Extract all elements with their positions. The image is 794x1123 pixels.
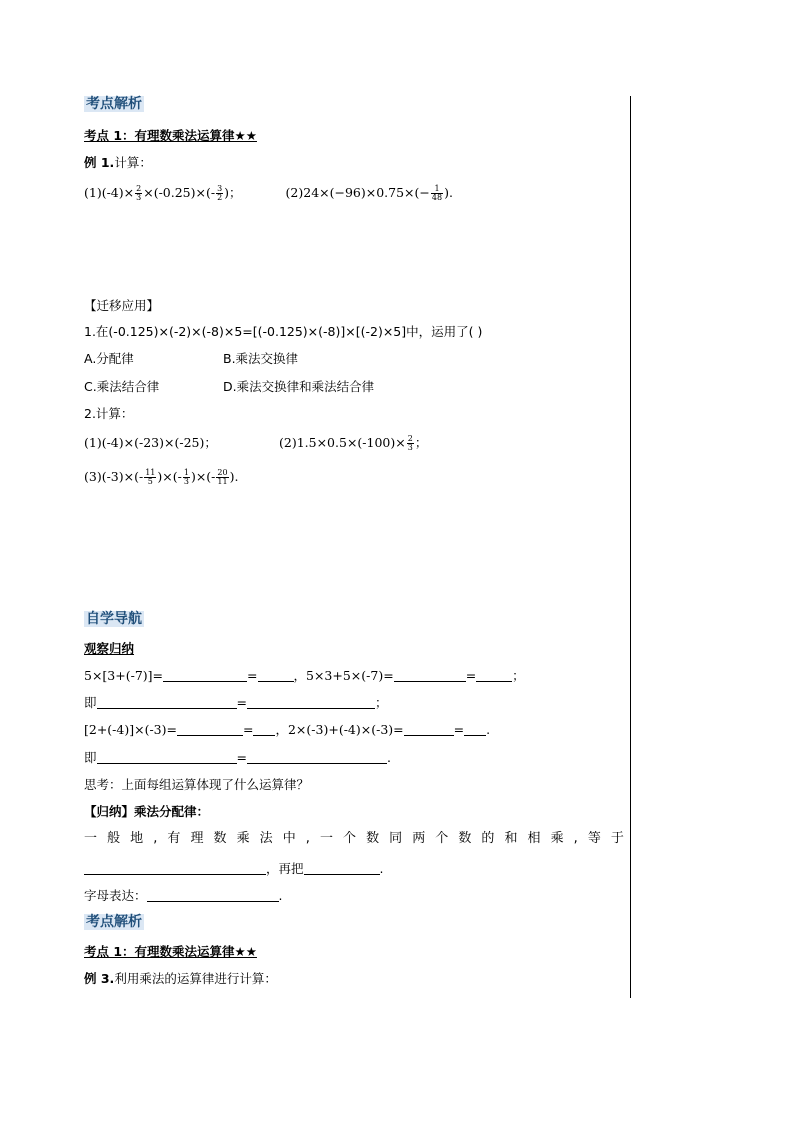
expr-part: ，2×(-3)+(-4)×(-3)= [275, 722, 404, 737]
fraction-denominator: 3 [407, 443, 413, 452]
expr-part: )； [224, 185, 242, 200]
fraction-denominator: 5 [147, 477, 153, 486]
question-2: 2.计算： [84, 406, 134, 421]
rule-char: 和 [504, 831, 518, 846]
letter-expression [84, 887, 283, 905]
rule-continuation [84, 860, 384, 878]
fill-row-2 [84, 694, 388, 712]
section-title-zixue [84, 610, 144, 628]
expr-part: = [236, 695, 247, 710]
rule-char: 理 [190, 831, 204, 846]
section-title-text: 考点解析 [86, 914, 142, 930]
expr-part: . [379, 861, 384, 876]
transfer-heading: 【迁移应用】 [84, 298, 160, 313]
answer-blank[interactable] [394, 668, 466, 682]
expr-part: = [465, 668, 477, 683]
answer-blank[interactable] [247, 695, 375, 709]
example-1-heading [84, 154, 152, 172]
expr-part: 5×[3+(-7)]= [84, 668, 164, 683]
rule-char: 法 [259, 831, 273, 846]
rule-char: 乘 [236, 831, 250, 846]
fraction [135, 185, 142, 202]
fraction [431, 185, 443, 202]
example-label: 例 1. [84, 155, 115, 170]
expr-part: ； [414, 435, 428, 450]
expr-part: = [453, 722, 465, 737]
rule-char: 的 [481, 831, 495, 846]
fraction-denominator: 3 [136, 193, 142, 202]
rule-char: 有 [167, 831, 181, 846]
expr-part: = [243, 722, 254, 737]
rule-char: 般 [107, 831, 121, 846]
option-c: C.乘法结合律 [84, 379, 160, 394]
fraction [183, 469, 190, 486]
answer-blank[interactable] [177, 722, 243, 736]
answer-blank[interactable] [97, 750, 237, 764]
answer-blank[interactable] [97, 695, 237, 709]
kaodian-heading-1: 考点 1：有理数乘法运算律★★ [84, 128, 257, 143]
rule-char: 等 [587, 831, 601, 846]
answer-blank[interactable] [464, 722, 486, 736]
fraction-numerator: 2 [407, 434, 413, 443]
option-d: D.乘法交换律和乘法结合律 [223, 379, 375, 394]
rule-char: 个 [343, 831, 357, 846]
rule-char: 中 [282, 831, 296, 846]
fill-row-4 [84, 749, 391, 767]
answer-blank[interactable] [84, 861, 266, 875]
answer-blank[interactable] [404, 722, 454, 736]
problem-2: (2)1.5×0.5×(-100)× [279, 435, 406, 450]
expr-part: ，再把 [266, 861, 304, 876]
summary-colon: ： [196, 804, 210, 819]
example-text: 计算： [114, 155, 152, 170]
example-label: 例 3. [84, 971, 115, 986]
fill-row-3 [84, 721, 490, 739]
expr-part: ； [375, 695, 388, 710]
rule-char: 数 [213, 831, 227, 846]
expr-part: )×(- [157, 469, 182, 484]
options-row-1 [84, 350, 298, 368]
section-title-kaodian-2 [84, 913, 144, 931]
expr-part: . [387, 750, 391, 765]
fraction-denominator: 48 [431, 193, 443, 202]
page-right-border [630, 96, 631, 998]
question-2-row-2 [84, 468, 238, 486]
expr-part: 即 [84, 750, 97, 765]
answer-blank[interactable] [253, 722, 275, 736]
expr-part: 即 [84, 695, 97, 710]
rule-char: 数 [366, 831, 380, 846]
section-title-text: 自学导航 [86, 611, 142, 627]
rule-char: , [573, 831, 578, 846]
expr-part: [2+(-4)]×(-3)= [84, 722, 177, 737]
rule-char: 乘 [550, 831, 564, 846]
expr-part: . [278, 888, 283, 903]
expr-part: ，5×3+5×(-7)= [293, 668, 394, 683]
rule-char: 同 [389, 831, 403, 846]
kaodian-heading-2: 考点 1：有理数乘法运算律★★ [84, 944, 257, 959]
think-question: 思考：上面每组运算体现了什么运算律？ [84, 777, 310, 792]
section-title-text: 考点解析 [86, 96, 142, 112]
answer-blank[interactable] [247, 750, 387, 764]
fraction [216, 185, 223, 202]
answer-blank[interactable] [304, 861, 380, 875]
fraction-denominator: 11 [217, 477, 228, 486]
fraction-denominator: 3 [183, 477, 189, 486]
rule-char: 一 [84, 831, 98, 846]
rule-char: 于 [610, 831, 624, 846]
answer-blank[interactable] [476, 668, 512, 682]
answer-blank[interactable] [258, 668, 294, 682]
fraction-numerator: 3 [217, 184, 223, 193]
example-1-problems [84, 184, 453, 202]
fraction [216, 469, 228, 486]
problem-1: (1)(-4)×(-23)×(-25)； [84, 435, 217, 450]
answer-blank[interactable] [163, 668, 247, 682]
example-text: 利用乘法的运算律进行计算： [114, 971, 277, 986]
question-1: 1.在(-0.125)×(-2)×(-8)×5=[(-0.125)×(-8)]×[(-2)×5]中，运用了( ) [84, 324, 483, 339]
rule-char: 个 [435, 831, 449, 846]
fraction [144, 469, 156, 486]
expr-part: ； [512, 668, 525, 683]
fraction-numerator: 2 [136, 184, 142, 193]
fraction-denominator: 2 [217, 193, 223, 202]
fill-row-1 [84, 667, 525, 685]
rule-char: 相 [527, 831, 541, 846]
fraction [407, 435, 414, 452]
fraction-numerator: 11 [145, 468, 156, 477]
summary-bracket: 【归纳】 [84, 804, 135, 819]
rule-char: , [305, 831, 310, 846]
expr-part: (1)(-4)× [84, 185, 135, 200]
options-row-2 [84, 378, 374, 396]
answer-blank[interactable] [147, 888, 279, 902]
expr-part: ×(-0.25)×(- [143, 185, 216, 200]
expr-part: ). [229, 469, 239, 484]
rule-char: 一 [319, 831, 333, 846]
expr-part: (2)24×(−96)×0.75×(− [285, 185, 430, 200]
rule-char: 两 [412, 831, 426, 846]
example-3-heading [84, 970, 277, 988]
rule-char: 地 [130, 831, 144, 846]
option-b: B.乘法交换律 [223, 351, 299, 366]
summary-bold: 乘法分配律 [134, 804, 197, 819]
letter-label: 字母表达： [84, 888, 147, 903]
rule-char: 数 [458, 831, 472, 846]
observe-heading: 观察归纳 [84, 641, 135, 656]
expr-part: . [486, 722, 491, 737]
expr-part: = [247, 668, 258, 683]
section-title-kaodian-1 [84, 95, 144, 113]
rule-char: , [153, 831, 158, 846]
fraction-numerator: 1 [183, 468, 189, 477]
summary-heading [84, 803, 209, 821]
question-2-row-1 [84, 434, 427, 452]
fraction-numerator: 20 [217, 468, 228, 477]
expr-part: )×(- [190, 469, 216, 484]
expr-part: = [236, 750, 247, 765]
problem-3: (3)(-3)×(- [84, 469, 144, 484]
option-a: A.分配律 [84, 351, 134, 366]
expr-part: ). [444, 185, 453, 200]
fraction-numerator: 1 [431, 185, 443, 194]
rule-sentence [84, 830, 624, 848]
